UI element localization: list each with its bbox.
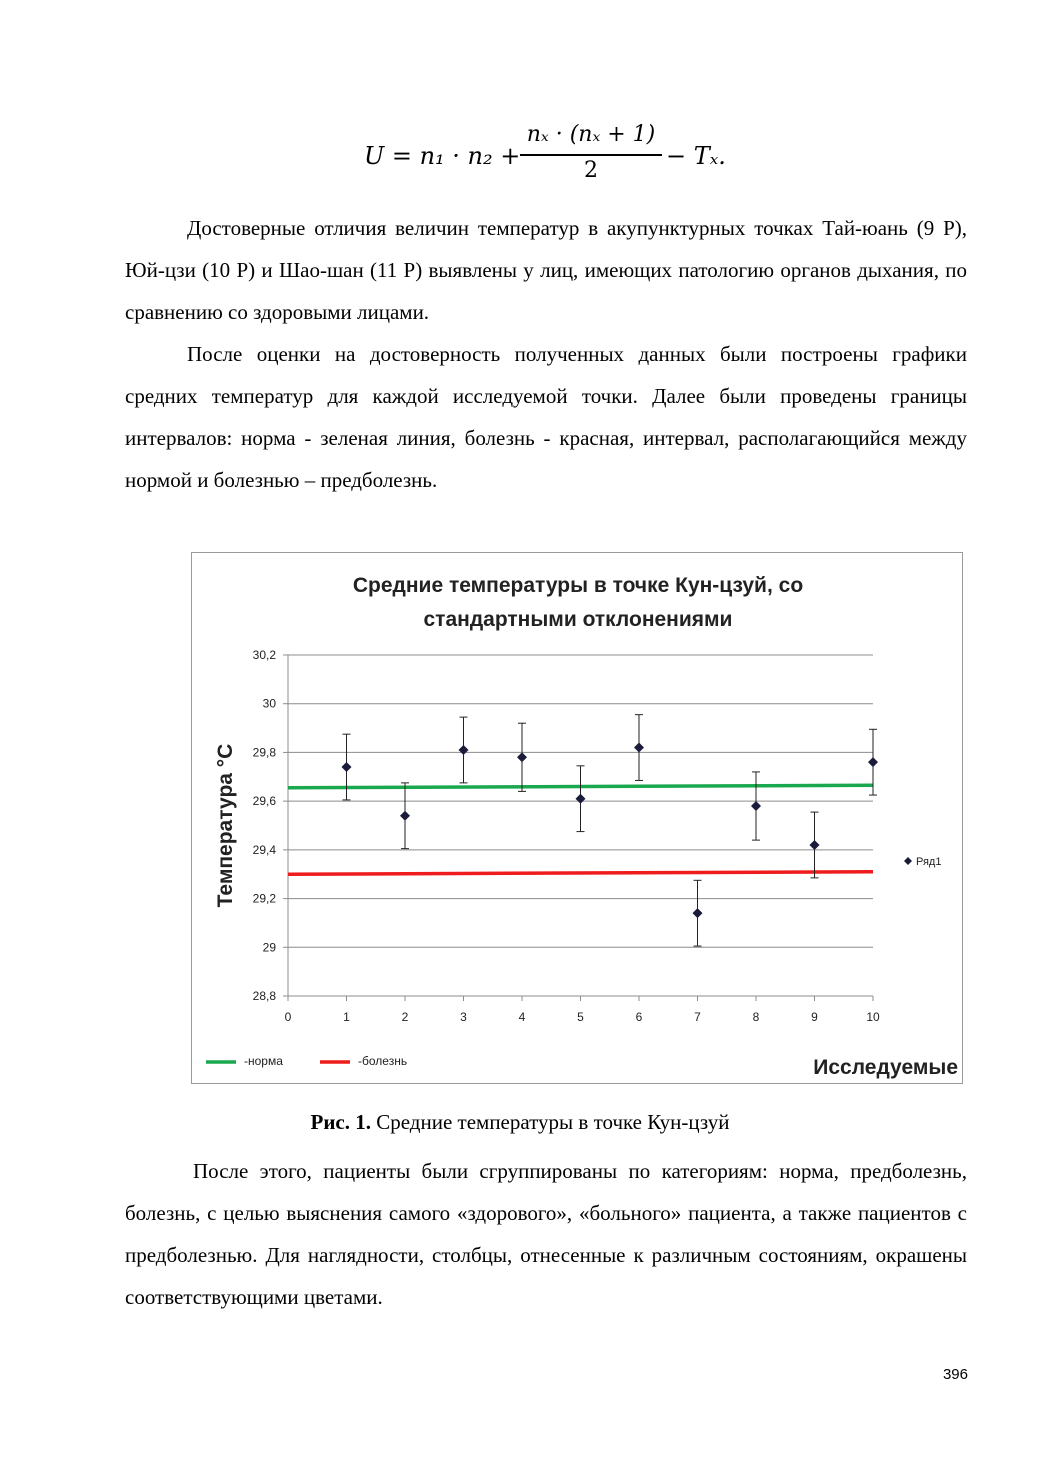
x-tick-label: 5 — [577, 1010, 584, 1024]
chart-svg — [192, 553, 964, 1085]
legend-label-norma: -норма — [244, 1054, 283, 1068]
x-tick-label: 10 — [866, 1010, 880, 1024]
y-axis-label: Температура °С — [214, 743, 237, 908]
data-point — [810, 840, 820, 850]
x-tick-label: 3 — [460, 1010, 467, 1024]
x-tick-label: 1 — [343, 1010, 350, 1024]
formula-fraction-bar — [520, 154, 662, 156]
x-tick-label: 0 — [284, 1010, 292, 1024]
y-tick-label: 28,8 — [252, 989, 276, 1003]
data-point — [634, 743, 644, 753]
page-number: 396 — [942, 1366, 968, 1383]
legend-label-series: Ряд1 — [916, 856, 942, 868]
y-tick-label: 29,4 — [252, 842, 276, 857]
data-point — [459, 745, 469, 755]
data-point — [868, 757, 878, 767]
paragraph-2: После оценки на достоверность полученных данных были построены графики средних температур для каждой исследуемой точки. Далее были проведены границы интервалов: норма - зеленая линия, болезнь - красная, интервал, располагающийся между нормой и болезнью – предболезнь. — [125, 342, 967, 492]
reference-line-bolezn — [288, 872, 873, 874]
x-tick-label: 4 — [518, 1010, 526, 1024]
chart-title-line-1: Средние температуры в точке Кун-цзуй, со — [352, 574, 804, 597]
y-tick-label: 29,2 — [252, 891, 276, 906]
legend-label-bolezn: -болезнь — [358, 1054, 408, 1068]
formula-lhs: U = n₁ · n₂ + — [364, 142, 521, 170]
caption-label: Рис. 1. — [310, 1110, 371, 1134]
y-tick-label: 29 — [262, 940, 276, 955]
paragraph-3: После этого, пациенты были сгруппированы по категориям: норма, предболезнь, болезнь, с целью выяснения самого «здорового», «больного» пациента, а также пациентов с предболезнью. Для наглядности, столбцы, отнесенные к различным состояниям, окрашены соответствующими цветами. — [125, 1159, 967, 1309]
y-tick-label: 29,6 — [252, 794, 276, 809]
chart-title-line-2: стандартными отклонениями — [423, 608, 733, 631]
formula — [360, 118, 760, 190]
y-tick-label: 30 — [262, 696, 276, 711]
figure-caption — [0, 1110, 1040, 1135]
paragraph-1: Достоверные отличия величин температур в акупунктурных точках Тай-юань (9 P), Юй-цзи (10 P) и Шао-шан (11 P) выявлены у лиц, имеющих патологию органов дыхания, по сравнению со здоровыми лицами. — [125, 216, 967, 324]
data-point — [342, 762, 352, 772]
x-tick-label: 9 — [811, 1010, 818, 1024]
y-tick-label: 30,2 — [252, 648, 276, 662]
data-point — [517, 752, 527, 762]
formula-denominator: 2 — [584, 158, 598, 183]
y-tick-label: 29,8 — [252, 745, 276, 760]
data-point — [576, 794, 586, 804]
x-axis-label: Исследуемые — [813, 1056, 958, 1079]
x-tick-label: 6 — [635, 1010, 643, 1024]
chart-area — [191, 552, 963, 1084]
data-point — [751, 801, 761, 811]
legend-marker-series — [904, 857, 912, 865]
x-tick-label: 8 — [752, 1010, 760, 1024]
formula-numerator: nₓ · (nₓ + 1) — [526, 122, 656, 147]
data-point — [400, 811, 410, 821]
caption-text: Средние температуры в точке Кун-цзуй — [371, 1110, 730, 1134]
formula-rhs: − Tₓ. — [666, 142, 726, 170]
x-tick-label: 7 — [694, 1010, 701, 1024]
data-point — [693, 908, 703, 918]
x-tick-label: 2 — [401, 1010, 409, 1024]
